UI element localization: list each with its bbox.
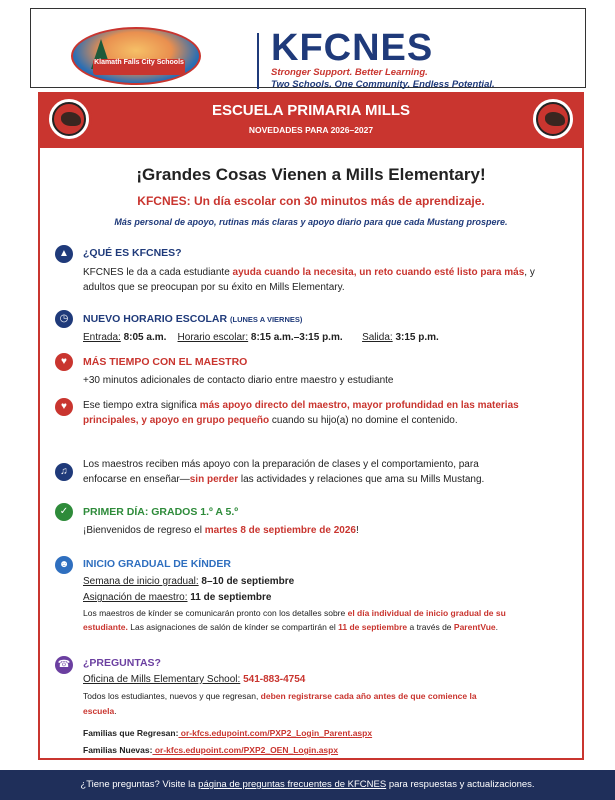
mustang-logo-right xyxy=(530,96,576,142)
top-banner xyxy=(30,8,586,88)
returning-families-link[interactable]: or-kfcs.edupoint.com/PXP2_Login_Parent.aspx xyxy=(178,728,373,738)
faq-link[interactable]: página de preguntas frecuentes de KFCNES xyxy=(198,779,387,790)
first-day-text: ¡Bienvenidos de regreso el martes 8 de septiembre de 2026! xyxy=(83,525,359,536)
questions-title: ¿PREGUNTAS? xyxy=(83,657,161,669)
school-header xyxy=(38,92,584,148)
brand-slogan: Stronger Support. Better Learning. xyxy=(271,67,428,78)
kinder-title: INICIO GRADUAL DE KÍNDER xyxy=(83,558,231,570)
district-logo-text: Klamath Falls City Schools xyxy=(93,59,185,75)
schedule-times: Entrada: 8:05 a.m. Horario escolar: 8:15 a.m.–3:15 p.m. Salida: 3:15 p.m. xyxy=(83,332,439,343)
district-logo xyxy=(71,27,201,85)
brand-title: KFCNES xyxy=(271,27,434,69)
register-note: Todos los estudiantes, nuevos y que regresan, deben registrarse cada año antes de que comience la escuela. xyxy=(83,691,477,716)
presentation-icon: ♫ xyxy=(55,463,73,481)
teachers-support-text: Los maestros reciben más apoyo con la preparación de clases y el comportamiento, para enfocarse en enseñar—sin perder las actividades y relaciones que ama su Mills Mustang. xyxy=(83,459,485,485)
child-icon: ☻ xyxy=(55,556,73,574)
logo-divider xyxy=(257,33,259,89)
clipboard-check-icon: ✓ xyxy=(55,503,73,521)
new-families-line: Familias Nuevas: or-kfcs.edupoint.com/PXP2_OEN_Login.aspx xyxy=(83,745,339,755)
subhead: KFCNES: Un día escolar con 30 minutos más de aprendizaje. xyxy=(137,194,485,208)
what-title: ¿QUÉ ES KFCNES? xyxy=(83,247,182,259)
news-years: NOVEDADES PARA 2026–2027 xyxy=(248,125,374,135)
phone-icon: ☎ xyxy=(55,656,73,674)
kinder-dates: Semana de inicio gradual: 8–10 de septiembre Asignación de maestro: 11 de septiembre xyxy=(83,576,295,603)
heart-icon: ♥ xyxy=(55,353,73,371)
what-text: KFCNES le da a cada estudiante ayuda cuando la necesita, un reto cuando esté listo para más, y adultos que se preocupan por su éxito en Mills Elementary. xyxy=(83,267,535,293)
first-day-title: PRIMER DÍA: GRADOS 1.º A 5.º xyxy=(83,506,239,518)
brand-motto: Two Schools. One Community. Endless Potential. xyxy=(271,79,495,90)
teacher-time-title: MÁS TIEMPO CON EL MAESTRO xyxy=(83,356,248,368)
school-name: ESCUELA PRIMARIA MILLS xyxy=(211,102,411,119)
tagline: Más personal de apoyo, rutinas más claras y apoyo diario para que cada Mustang prospere. xyxy=(114,217,508,227)
kinder-note: Los maestros de kínder se comunicarán pronto con los detalles sobre el día individual de inicio gradual de su estudiante. Las asignaciones de salón de kínder se compartirán el 11 de septiembre a través de ParentVue. xyxy=(83,608,506,632)
office-line: Oficina de Mills Elementary School: 541-883-4754 xyxy=(83,674,306,685)
returning-families-line: Familias que Regresan: or-kfcs.edupoint.com/PXP2_Login_Parent.aspx xyxy=(83,728,373,738)
graduation-cap-icon: ▲ xyxy=(55,245,73,263)
footer-bar: ¿Tiene preguntas? Visite la página de preguntas frecuentes de KFCNES para respuestas y actualizaciones. xyxy=(0,770,615,800)
new-families-link[interactable]: or-kfcs.edupoint.com/PXP2_OEN_Login.aspx xyxy=(152,745,339,755)
teacher-time-line: +30 minutos adicionales de contacto diario entre maestro y estudiante xyxy=(83,375,394,386)
teacher-time-detail: Ese tiempo extra significa más apoyo directo del maestro, mayor profundidad en las materias principales, y apoyo en grupo pequeño cuando su hijo(a) no domine el contenido. xyxy=(83,400,519,426)
heart-icon: ♥ xyxy=(55,398,73,416)
clock-icon: ◷ xyxy=(55,310,73,328)
headline: ¡Grandes Cosas Vienen a Mills Elementary! xyxy=(136,165,486,184)
schedule-title: NUEVO HORARIO ESCOLAR (LUNES A VIERNES) xyxy=(83,313,303,325)
